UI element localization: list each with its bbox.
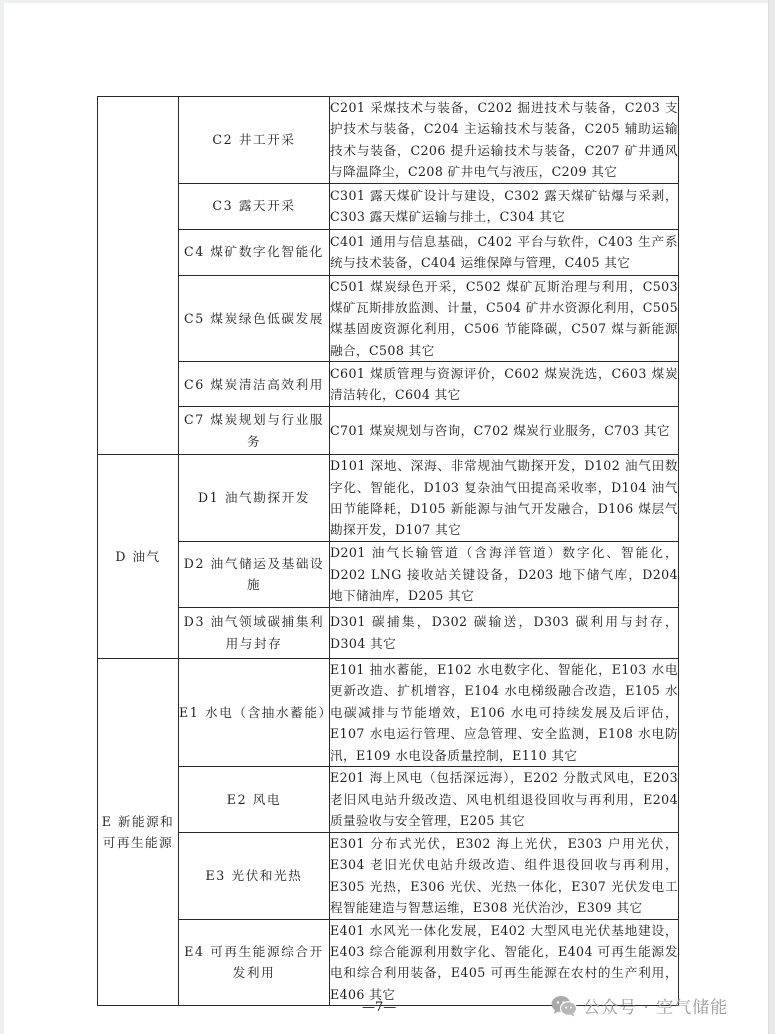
table-row	[98, 97, 679, 184]
subcategory-cell: C6 煤炭清洁高效利用	[179, 362, 330, 407]
table-row	[98, 455, 679, 542]
items-cell: C601 煤质管理与资源评价，C602 煤炭洗选，C603 煤炭清洁转化，C604 其它	[330, 362, 679, 407]
table-row	[98, 229, 679, 275]
subcategory-cell: C7 煤炭规划与行业服务	[179, 407, 330, 455]
page-edge-left	[0, 0, 4, 1034]
items-cell: E101 抽水蓄能，E102 水电数字化、智能化，E103 水电更新改造、扩机增容，E104 水电梯级融合改造，E105 水电碳减排与节能增效，E106 水电可持续发展及后评估，E107 水电运行管理、应急管理、安全监测，E108 水电防汛，E109 水电设备质量控制，E110 其它	[330, 658, 679, 766]
table-row	[98, 362, 679, 407]
subcategory-cell: D1 油气勘探开发	[179, 455, 330, 542]
category-table	[97, 96, 679, 1006]
subcategory-cell: E3 光伏和光热	[179, 832, 330, 919]
category-cell: E 新能源和可再生能源	[98, 658, 179, 1005]
table-row	[98, 183, 679, 229]
items-cell: C701 煤炭规划与咨询，C702 煤炭行业服务，C703 其它	[330, 407, 679, 455]
items-cell: E201 海上风电（包括深远海），E202 分散式风电，E203 老旧风电站升级改造、风电机组退役回收与再利用，E204 质量验收与安全管理，E205 其它	[330, 766, 679, 832]
watermark-text: 公众号 · 空气储能	[583, 998, 729, 1018]
wechat-icon	[551, 995, 577, 1017]
subcategory-cell: C4 煤矿数字化智能化	[179, 229, 330, 275]
page-edge-right	[768, 0, 775, 1034]
subcategory-cell: E4 可再生能源综合开发利用	[179, 919, 330, 1006]
table-row	[98, 832, 679, 919]
subcategory-cell: C2 井工开采	[179, 97, 330, 184]
items-cell: C201 采煤技术与装备，C202 掘进技术与装备，C203 支护技术与装备，C204 主运输技术与装备，C205 辅助运输技术与装备，C206 提升运输技术与装备，C207 矿井通风与降温降尘，C208 矿井电气与液压，C209 其它	[330, 97, 679, 184]
items-cell: D101 深地、深海、非常规油气勘探开发，D102 油气田数字化、智能化，D103 复杂油气田提高采收率，D104 油气田节能降耗，D105 新能源与油气开发融合，D106 煤层气勘探开发，D107 其它	[330, 455, 679, 542]
table-row	[98, 541, 679, 607]
subcategory-cell: C5 煤炭绿色低碳发展	[179, 275, 330, 362]
items-cell: E301 分布式光伏，E302 海上光伏，E303 户用光伏，E304 老旧光伏电站升级改造、组件退役回收与再利用，E305 光热，E306 光伏、光热一体化，E307 光伏发电工程智能建造与智慧运维，E308 光伏治沙，E309 其它	[330, 832, 679, 919]
page-edge-top	[0, 0, 775, 3]
watermark	[551, 993, 728, 1018]
items-cell: C401 通用与信息基础，C402 平台与软件，C403 生产系统与技术装备，C404 运维保障与管理，C405 其它	[330, 229, 679, 275]
items-cell: E401 水风光一体化发展，E402 大型风电光伏基地建设，E403 综合能源利用数字化、智能化，E404 可再生能源发电和综合利用装备，E405 可再生能源在农村的生产利用，E406 其它	[330, 919, 679, 1006]
items-cell: C301 露天煤矿设计与建设，C302 露天煤矿钻爆与采剥，C303 露天煤矿运输与排土，C304 其它	[330, 183, 679, 229]
subcategory-cell: E1 水电（含抽水蓄能）	[179, 658, 330, 766]
table-row	[98, 766, 679, 832]
subcategory-cell: D3 油气领域碳捕集利用与封存	[179, 607, 330, 658]
subcategory-cell: E2 风电	[179, 766, 330, 832]
table-row	[98, 407, 679, 455]
category-cell: D 油气	[98, 455, 179, 659]
table-row	[98, 607, 679, 658]
table-row	[98, 275, 679, 362]
subcategory-cell: D2 油气储运及基础设施	[179, 541, 330, 607]
items-cell: D301 碳捕集，D302 碳输送，D303 碳利用与封存，D304 其它	[330, 607, 679, 658]
page-number: —7—	[362, 1000, 397, 1015]
table-row	[98, 658, 679, 766]
subcategory-cell: C3 露天开采	[179, 183, 330, 229]
category-cell	[98, 97, 179, 455]
items-cell: C501 煤炭绿色开采，C502 煤矿瓦斯治理与利用，C503 煤矿瓦斯排放监测、计量，C504 矿井水资源化利用，C505 煤基固废资源化利用，C506 节能降碳，C507 煤与新能源融合，C508 其它	[330, 275, 679, 362]
items-cell: D201 油气长输管道（含海洋管道）数字化、智能化，D202 LNG 接收站关键设备，D203 地下储气库，D204 地下储油库，D205 其它	[330, 541, 679, 607]
